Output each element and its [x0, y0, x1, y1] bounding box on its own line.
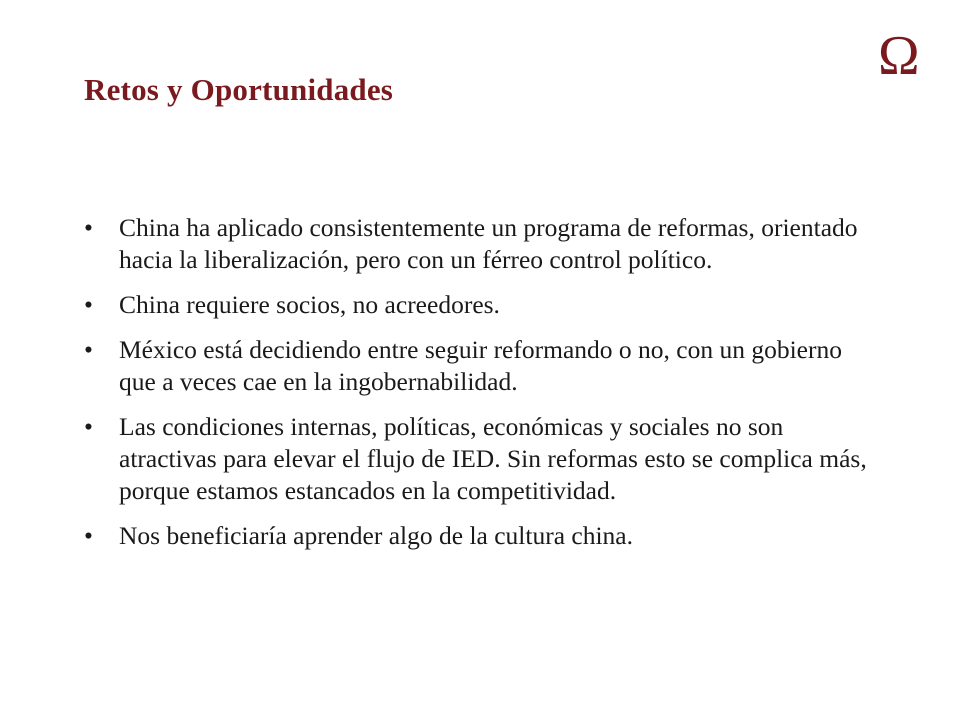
bullet-text: Nos beneficiaría aprender algo de la cultura china.	[119, 521, 633, 550]
bullet-text: Las condiciones internas, políticas, económicas y sociales no son atractivas para elevar el flujo de IED. Sin reformas esto se complica más, porque estamos estancados en la competitividad.	[119, 412, 867, 505]
bullet-marker: •	[84, 521, 93, 550]
slide-title: Retos y Oportunidades	[84, 72, 394, 107]
bullet-item	[84, 411, 874, 507]
bullet-list	[84, 212, 874, 565]
omega-icon: Ω	[878, 25, 920, 87]
bullet-marker: •	[84, 335, 93, 364]
bullet-marker: •	[84, 290, 93, 319]
bullet-marker: •	[84, 412, 93, 441]
bullet-marker: •	[84, 213, 93, 242]
bullet-text: China requiere socios, no acreedores.	[119, 290, 500, 319]
bullet-item	[84, 520, 874, 552]
bullet-item	[84, 334, 874, 398]
bullet-item	[84, 289, 874, 321]
bullet-text: China ha aplicado consistentemente un programa de reformas, orientado hacia la liberalización, pero con un férreo control político.	[119, 213, 858, 274]
bullet-text: México está decidiendo entre seguir reformando o no, con un gobierno que a veces cae en la ingobernabilidad.	[119, 335, 842, 396]
bullet-item	[84, 212, 874, 276]
